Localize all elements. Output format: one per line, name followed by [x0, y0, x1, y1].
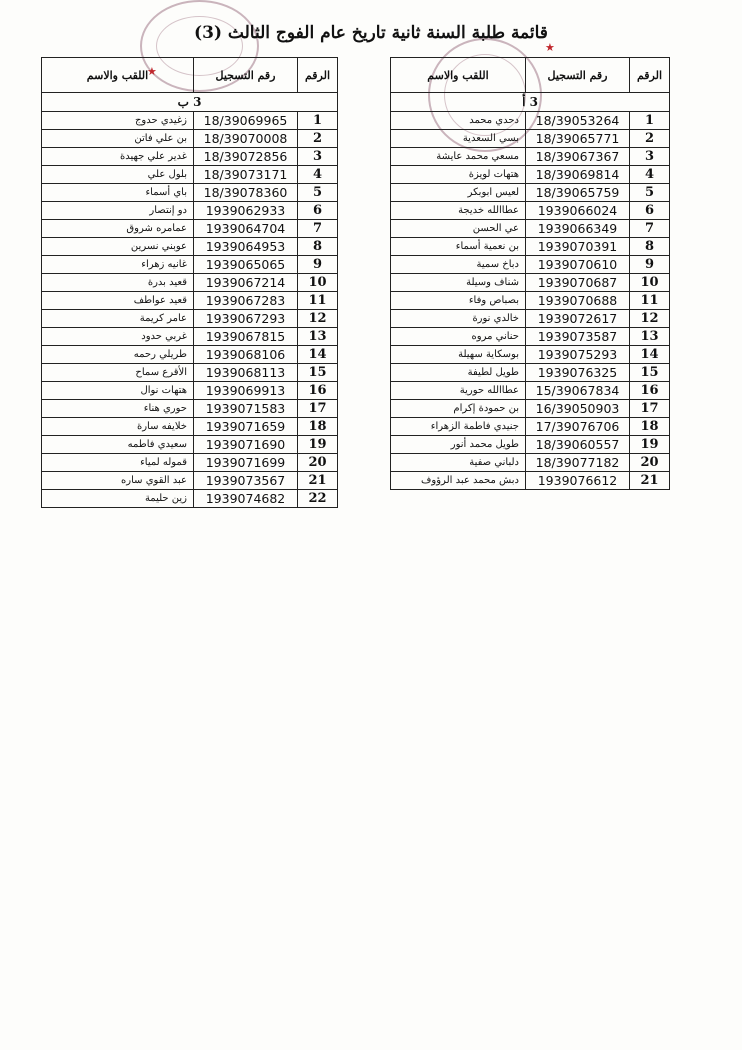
page-title: قائمة طلبة السنة ثانية تاريخ عام الفوج الثالث (3): [194, 23, 548, 43]
student-name-cell: عامر كريمة: [42, 310, 194, 328]
row-number-cell: 1: [630, 112, 670, 130]
registration-number-cell: 1939067293: [194, 310, 298, 328]
table-row: [42, 400, 338, 418]
table-row: [42, 130, 338, 148]
student-name-cell: غدير علي جهيدة: [42, 148, 194, 166]
row-number-cell: 20: [298, 454, 338, 472]
column-header-reg: رقم التسجيل: [526, 58, 630, 93]
table-row: [42, 418, 338, 436]
table-row: [391, 418, 670, 436]
registration-number-cell: 1939065065: [194, 256, 298, 274]
column-header-reg: رقم التسجيل: [194, 58, 298, 93]
registration-number-cell: 18/39077182: [526, 454, 630, 472]
registration-number-cell: 18/39065771: [526, 130, 630, 148]
registration-number-cell: 1939067283: [194, 292, 298, 310]
student-name-cell: دباخ سمية: [391, 256, 526, 274]
table-row: [391, 184, 670, 202]
student-table-group-b: [41, 57, 338, 508]
student-name-cell: دو إنتصار: [42, 202, 194, 220]
student-name-cell: غربي حدود: [42, 328, 194, 346]
student-name-cell: حوري هناء: [42, 400, 194, 418]
table-row: [391, 166, 670, 184]
registration-number-cell: 1939073587: [526, 328, 630, 346]
row-number-cell: 4: [630, 166, 670, 184]
row-number-cell: 14: [630, 346, 670, 364]
registration-number-cell: 1939066349: [526, 220, 630, 238]
row-number-cell: 13: [298, 328, 338, 346]
table-row: [42, 328, 338, 346]
row-number-cell: 15: [630, 364, 670, 382]
registration-number-cell: 18/39069814: [526, 166, 630, 184]
registration-number-cell: 1939070391: [526, 238, 630, 256]
student-name-cell: عوبني نسرين: [42, 238, 194, 256]
row-number-cell: 12: [298, 310, 338, 328]
student-name-cell: بن نعمية أسماء: [391, 238, 526, 256]
registration-number-cell: 1939074682: [194, 490, 298, 508]
row-number-cell: 11: [298, 292, 338, 310]
row-number-cell: 21: [630, 472, 670, 490]
table-row: [42, 220, 338, 238]
row-number-cell: 5: [298, 184, 338, 202]
student-name-cell: بلول علي: [42, 166, 194, 184]
registration-number-cell: 18/39065759: [526, 184, 630, 202]
registration-number-cell: 1939068106: [194, 346, 298, 364]
table-row: [391, 202, 670, 220]
student-name-cell: هتهات لويزة: [391, 166, 526, 184]
registration-number-cell: 1939064704: [194, 220, 298, 238]
table-row: [391, 130, 670, 148]
registration-number-cell: 1939070687: [526, 274, 630, 292]
column-header-num: الرقم: [298, 58, 338, 93]
star-icon: ★: [147, 65, 157, 78]
row-number-cell: 18: [298, 418, 338, 436]
registration-number-cell: 1939071583: [194, 400, 298, 418]
student-name-cell: لعيس ابوبكر: [391, 184, 526, 202]
table-row: [42, 310, 338, 328]
registration-number-cell: 18/39069965: [194, 112, 298, 130]
row-number-cell: 13: [630, 328, 670, 346]
row-number-cell: 7: [298, 220, 338, 238]
student-name-cell: طريلي رحمه: [42, 346, 194, 364]
table-row: [391, 364, 670, 382]
table-row: [391, 148, 670, 166]
student-name-cell: بوسكاية سهيلة: [391, 346, 526, 364]
table-row: [391, 454, 670, 472]
student-name-cell: سعيدي فاطمه: [42, 436, 194, 454]
student-name-cell: عبد القوي ساره: [42, 472, 194, 490]
student-table-group-a: [390, 57, 670, 490]
registration-number-cell: 1939068113: [194, 364, 298, 382]
column-header-name: اللقب والاسم: [42, 58, 194, 93]
student-name-cell: بصباص وفاء: [391, 292, 526, 310]
registration-number-cell: 18/39067367: [526, 148, 630, 166]
row-number-cell: 5: [630, 184, 670, 202]
registration-number-cell: 18/39072856: [194, 148, 298, 166]
group-label: 3 ب: [42, 93, 338, 112]
row-number-cell: 19: [630, 436, 670, 454]
table-row: [42, 346, 338, 364]
row-number-cell: 2: [630, 130, 670, 148]
row-number-cell: 10: [630, 274, 670, 292]
student-name-cell: بن حمودة إكرام: [391, 400, 526, 418]
registration-number-cell: 1939064953: [194, 238, 298, 256]
registration-number-cell: 1939071699: [194, 454, 298, 472]
student-name-cell: دلباني صفية: [391, 454, 526, 472]
table-row: [42, 112, 338, 130]
table-row: [391, 256, 670, 274]
row-number-cell: 17: [630, 400, 670, 418]
student-name-cell: مسعي محمد عايشة: [391, 148, 526, 166]
registration-number-cell: 1939072617: [526, 310, 630, 328]
student-name-cell: شناف وسيلة: [391, 274, 526, 292]
row-number-cell: 15: [298, 364, 338, 382]
table-row: [391, 274, 670, 292]
table-row: [42, 238, 338, 256]
registration-number-cell: 1939070688: [526, 292, 630, 310]
registration-number-cell: 1939071659: [194, 418, 298, 436]
student-name-cell: دحدي محمد: [391, 112, 526, 130]
row-number-cell: 18: [630, 418, 670, 436]
student-name-cell: خلايفه سارة: [42, 418, 194, 436]
table-row: [391, 436, 670, 454]
table-row: [391, 346, 670, 364]
column-header-name: اللقب والاسم: [391, 58, 526, 93]
row-number-cell: 6: [630, 202, 670, 220]
registration-number-cell: 1939076612: [526, 472, 630, 490]
table-row: [42, 490, 338, 508]
row-number-cell: 10: [298, 274, 338, 292]
table-row: [42, 274, 338, 292]
row-number-cell: 3: [298, 148, 338, 166]
row-number-cell: 7: [630, 220, 670, 238]
table-row: [42, 148, 338, 166]
student-name-cell: بن علي فاتن: [42, 130, 194, 148]
group-label: 3 أ: [391, 93, 670, 112]
registration-number-cell: 18/39070008: [194, 130, 298, 148]
row-number-cell: 6: [298, 202, 338, 220]
row-number-cell: 3: [630, 148, 670, 166]
table-row: [42, 292, 338, 310]
student-name-cell: طويل لطيفة: [391, 364, 526, 382]
student-name-cell: قموله لمياء: [42, 454, 194, 472]
table-row: [391, 310, 670, 328]
table-row: [391, 292, 670, 310]
row-number-cell: 17: [298, 400, 338, 418]
table-row: [42, 454, 338, 472]
row-number-cell: 4: [298, 166, 338, 184]
row-number-cell: 2: [298, 130, 338, 148]
row-number-cell: 16: [630, 382, 670, 400]
student-name-cell: قعيد عواطف: [42, 292, 194, 310]
table-row: [391, 220, 670, 238]
student-name-cell: خالدي نورة: [391, 310, 526, 328]
table-row: [42, 202, 338, 220]
student-name-cell: زين حليمة: [42, 490, 194, 508]
column-header-num: الرقم: [630, 58, 670, 93]
registration-number-cell: 18/39060557: [526, 436, 630, 454]
row-number-cell: 1: [298, 112, 338, 130]
table-row: [42, 382, 338, 400]
table-row: [42, 364, 338, 382]
registration-number-cell: 18/39053264: [526, 112, 630, 130]
student-name-cell: الأقرع سماح: [42, 364, 194, 382]
row-number-cell: 12: [630, 310, 670, 328]
table-row: [391, 328, 670, 346]
student-name-cell: عمامره شروق: [42, 220, 194, 238]
registration-number-cell: 1939067815: [194, 328, 298, 346]
row-number-cell: 8: [630, 238, 670, 256]
student-name-cell: غانيه زهراء: [42, 256, 194, 274]
registration-number-cell: 1939075293: [526, 346, 630, 364]
registration-number-cell: 17/39076706: [526, 418, 630, 436]
row-number-cell: 16: [298, 382, 338, 400]
registration-number-cell: 1939069913: [194, 382, 298, 400]
student-name-cell: زغيدي حدوج: [42, 112, 194, 130]
table-row: [391, 400, 670, 418]
registration-number-cell: 1939073567: [194, 472, 298, 490]
registration-number-cell: 1939067214: [194, 274, 298, 292]
student-name-cell: باي أسماء: [42, 184, 194, 202]
registration-number-cell: 1939070610: [526, 256, 630, 274]
table-row: [42, 472, 338, 490]
table-row: [391, 382, 670, 400]
table-row: [42, 436, 338, 454]
row-number-cell: 9: [630, 256, 670, 274]
row-number-cell: 8: [298, 238, 338, 256]
student-name-cell: دبش محمد عبد الرؤوف: [391, 472, 526, 490]
registration-number-cell: 1939066024: [526, 202, 630, 220]
row-number-cell: 22: [298, 490, 338, 508]
registration-number-cell: 15/39067834: [526, 382, 630, 400]
registration-number-cell: 16/39050903: [526, 400, 630, 418]
table-row: [391, 238, 670, 256]
student-name-cell: هتهات نوال: [42, 382, 194, 400]
student-name-cell: بسي السعدية: [391, 130, 526, 148]
student-name-cell: قعيد بدرة: [42, 274, 194, 292]
row-number-cell: 21: [298, 472, 338, 490]
table-row: [42, 184, 338, 202]
row-number-cell: 9: [298, 256, 338, 274]
registration-number-cell: 1939076325: [526, 364, 630, 382]
student-name-cell: طويل محمد أنور: [391, 436, 526, 454]
table-row: [42, 166, 338, 184]
row-number-cell: 11: [630, 292, 670, 310]
row-number-cell: 14: [298, 346, 338, 364]
registration-number-cell: 1939062933: [194, 202, 298, 220]
registration-number-cell: 18/39073171: [194, 166, 298, 184]
student-name-cell: جنيدي فاطمة الزهراء: [391, 418, 526, 436]
row-number-cell: 19: [298, 436, 338, 454]
student-name-cell: عطاالله خديجة: [391, 202, 526, 220]
star-icon: ★: [545, 41, 555, 54]
student-name-cell: حناني مروه: [391, 328, 526, 346]
student-name-cell: عطاالله حورية: [391, 382, 526, 400]
table-row: [391, 112, 670, 130]
student-name-cell: عي الحسن: [391, 220, 526, 238]
table-row: [42, 256, 338, 274]
table-row: [391, 472, 670, 490]
registration-number-cell: 18/39078360: [194, 184, 298, 202]
row-number-cell: 20: [630, 454, 670, 472]
registration-number-cell: 1939071690: [194, 436, 298, 454]
